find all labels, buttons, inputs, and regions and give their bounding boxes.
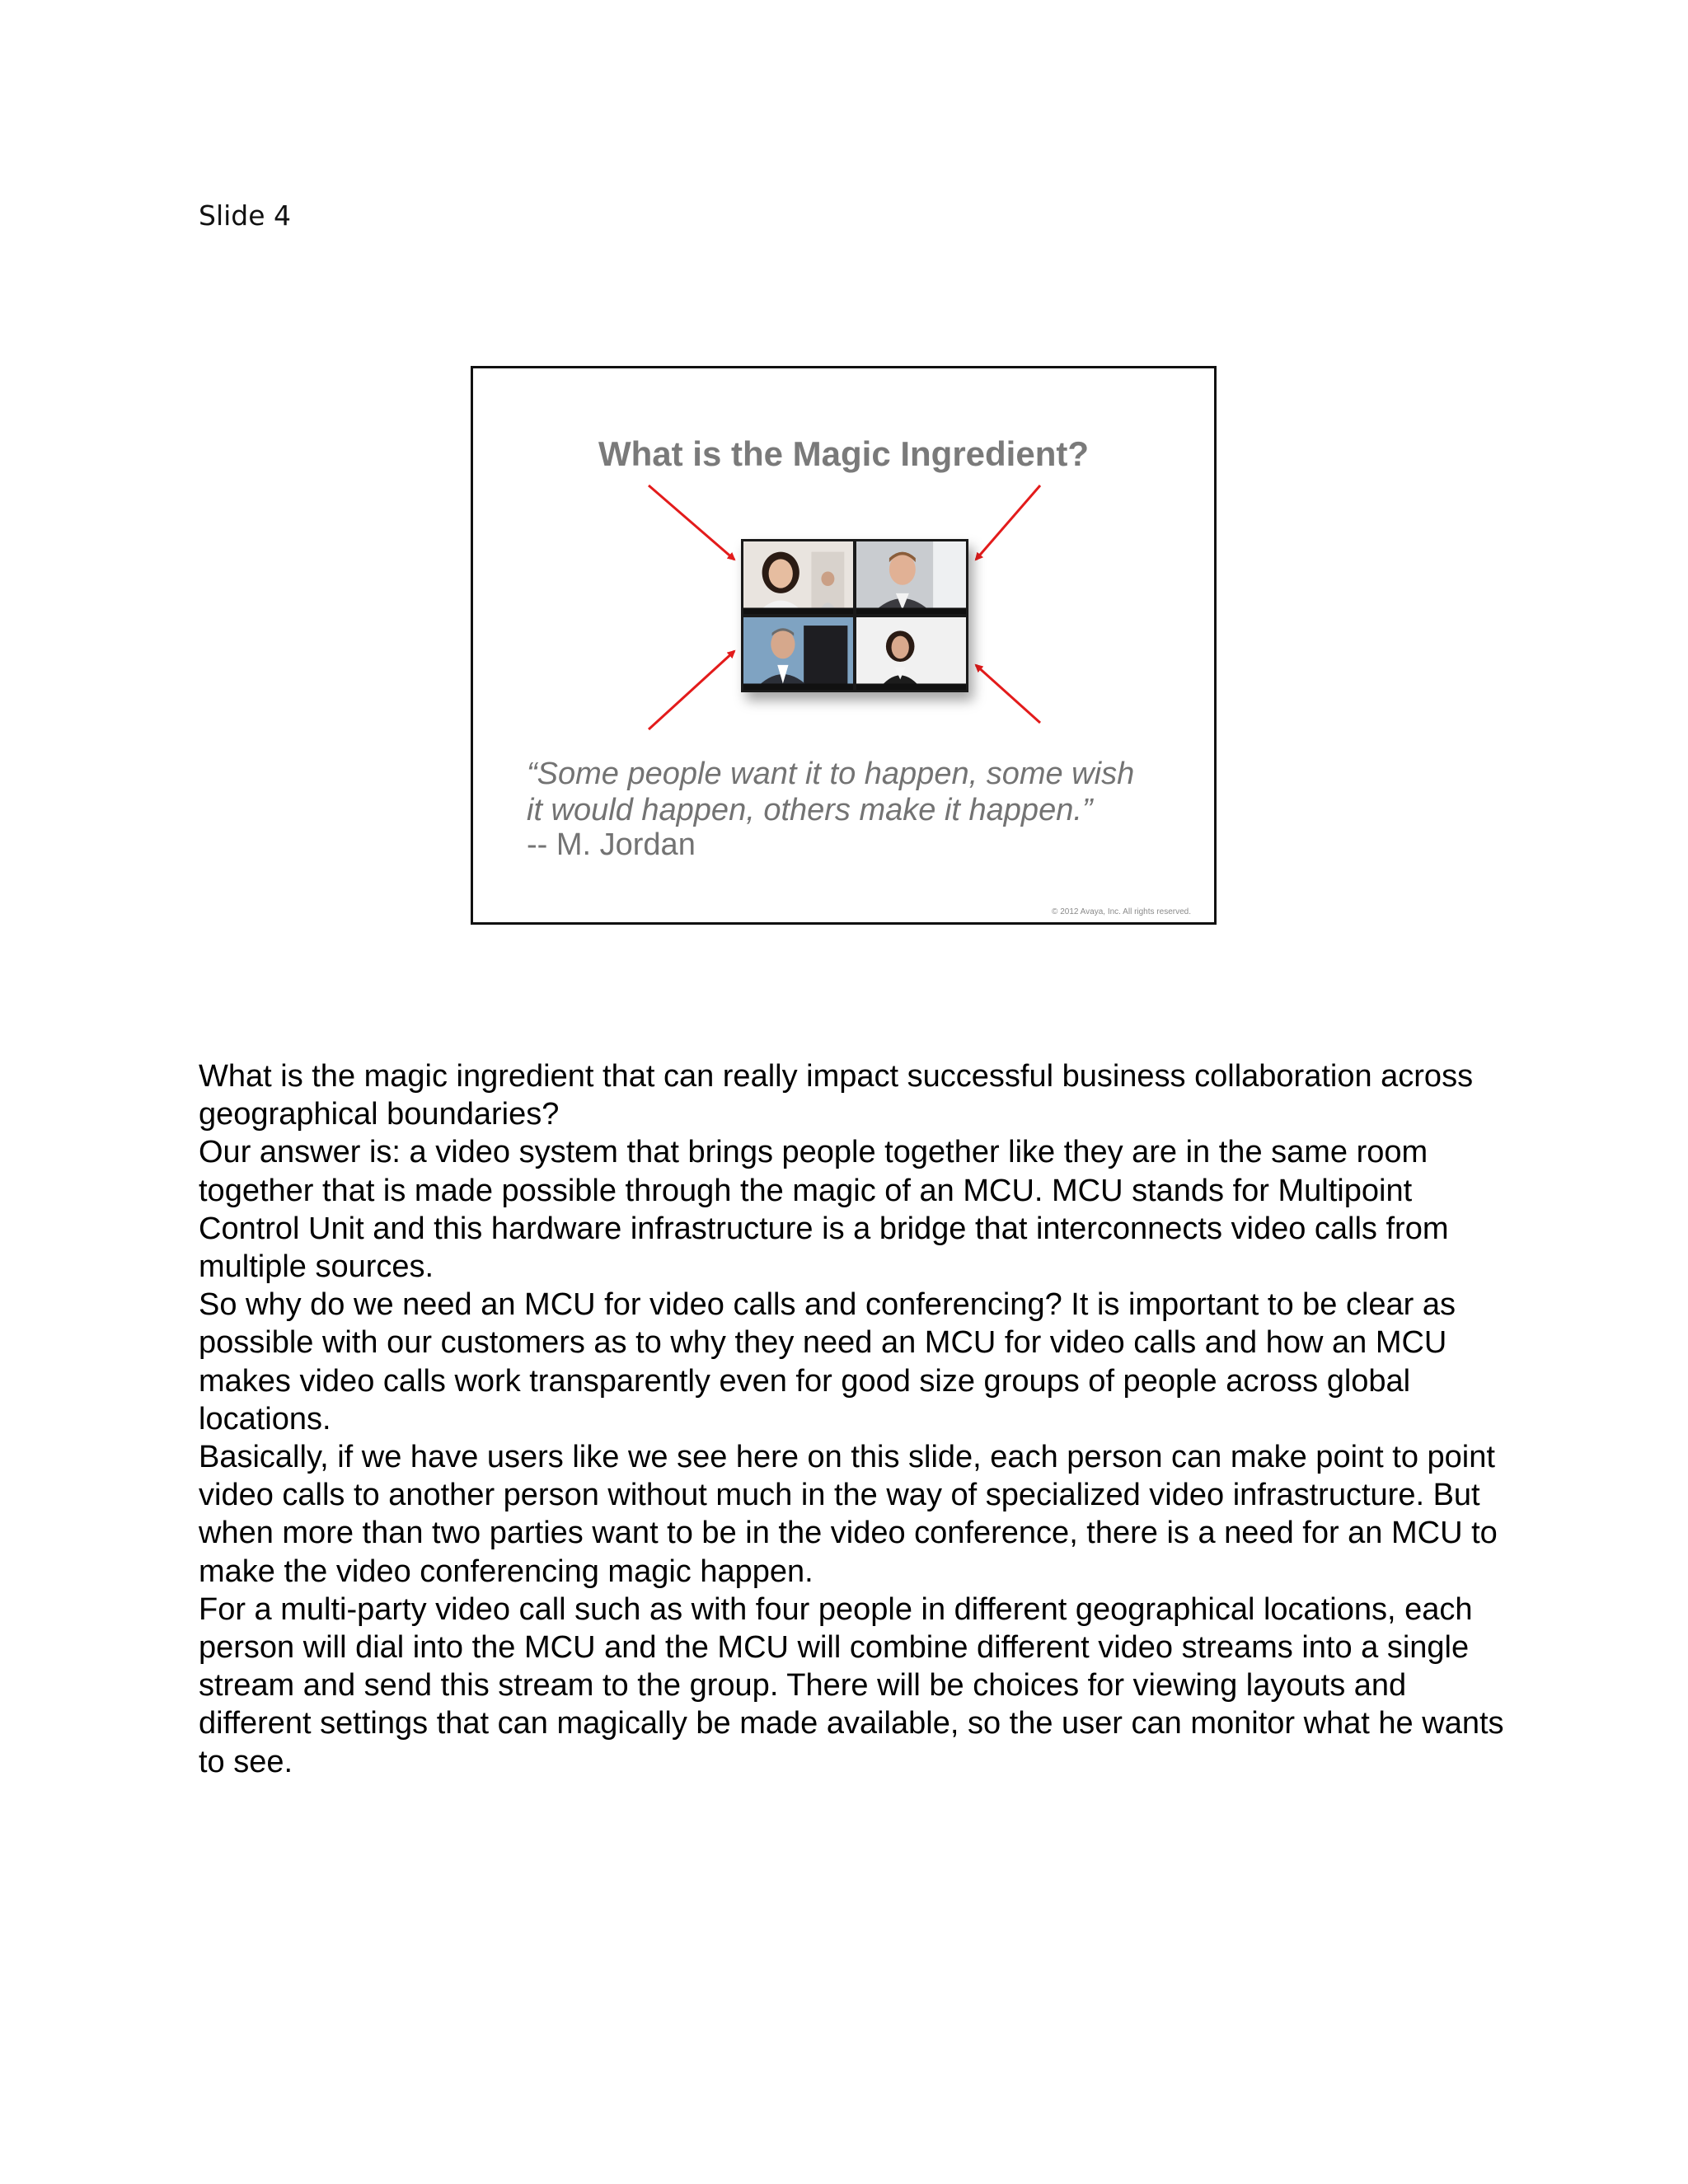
video-tile-man-2 <box>743 617 853 690</box>
video-tile-man-1 <box>856 541 966 614</box>
slide-copyright: © 2012 Avaya, Inc. All rights reserved. <box>1052 907 1191 916</box>
video-tile-woman-2 <box>856 617 966 690</box>
slide-thumbnail <box>471 366 1217 925</box>
arrow-top-left <box>649 485 734 560</box>
notes-paragraph: So why do we need an MCU for video calls and conferencing? It is important to be clear as possible with our customers as to why they need an MCU for video calls and how an MCU makes video calls work transparently even for good size groups of people across global locations. <box>199 1287 1456 1436</box>
slide-quote <box>527 756 1134 828</box>
arrow-bottom-right <box>976 665 1040 723</box>
quote-line-1: “Some people want it to happen, some wish <box>527 757 1135 791</box>
arrow-top-right <box>976 485 1040 560</box>
speaker-notes <box>199 1057 1517 1781</box>
notes-paragraph: What is the magic ingredient that can really impact successful business collaboration across geographical boundaries? <box>199 1059 1474 1132</box>
arrow-bottom-left <box>649 651 734 729</box>
video-tile-woman-1 <box>743 541 853 614</box>
quote-line-2: it would happen, others make it happen.” <box>527 793 1093 827</box>
notes-paragraph: Our answer is: a video system that brings people together like they are in the same room together that is made possible through the magic of an MCU. MCU stands for Multipoint Control Unit and this hardware infrastructure is a bridge that interconnects video calls from multiple sources. <box>199 1135 1449 1285</box>
video-conference-grid <box>741 539 968 692</box>
slide-label: Slide 4 <box>199 199 292 232</box>
slide-title: What is the Magic Ingredient? <box>598 434 1090 473</box>
notes-paragraph: For a multi-party video call such as with four people in different geographical locations, each person will dial into the MCU and the MCU will combine different video streams into a single stream and send this stream to the group. There will be choices for viewing layouts and different settings that can magically be made available, so the user can monitor what he wants to see. <box>199 1591 1504 1779</box>
quote-author: -- M. Jordan <box>527 827 696 862</box>
notes-paragraph: Basically, if we have users like we see here on this slide, each person can make point to point video calls to another person without much in the way of specialized video infrastructure. But when more than two parties want to be in the video conference, there is a need for an MCU to make the video conferencing magic happen. <box>199 1440 1498 1589</box>
